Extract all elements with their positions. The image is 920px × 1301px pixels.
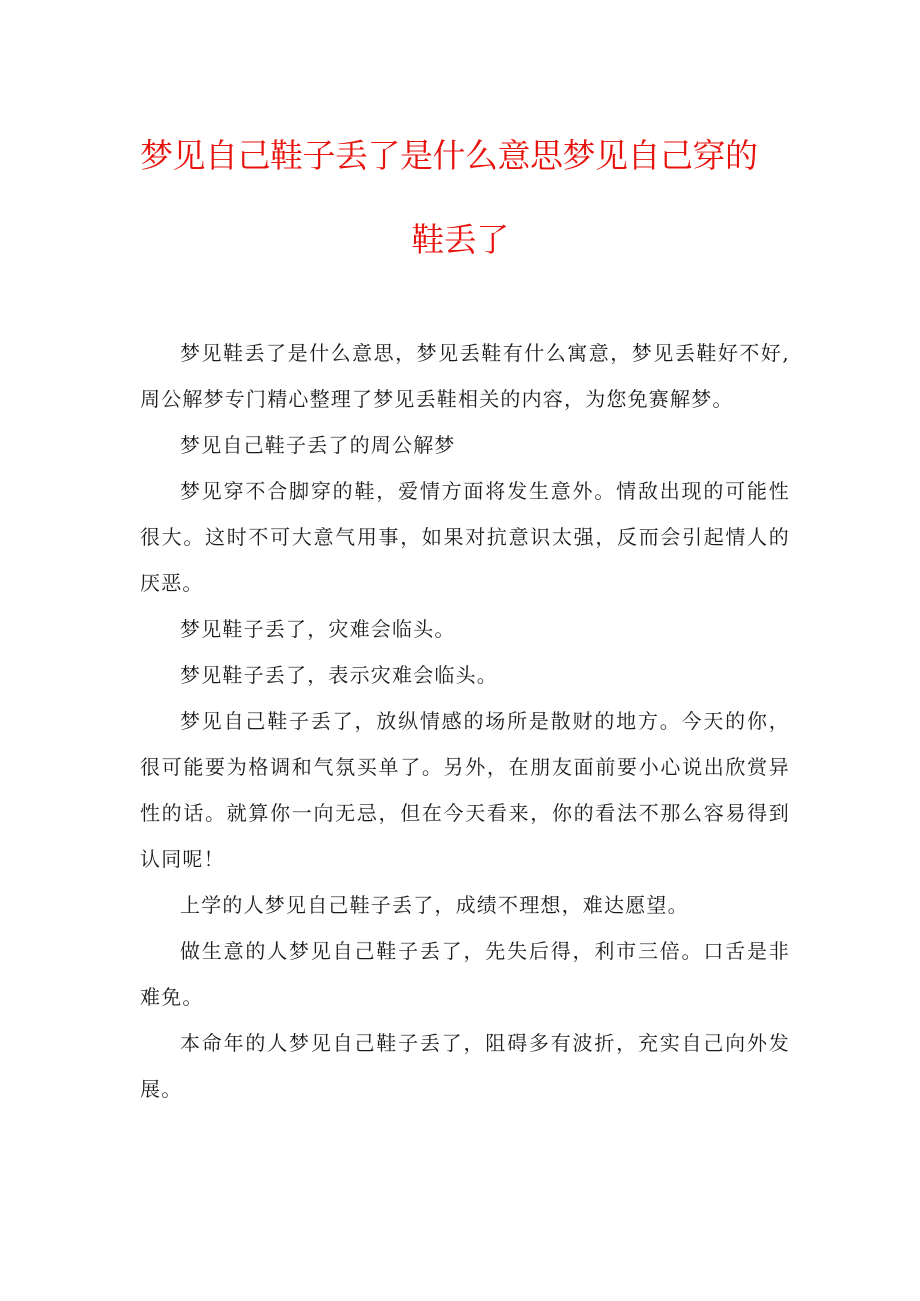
page-title-line-1: 梦见自己鞋子丢了是什么意思梦见自己穿的: [140, 136, 758, 175]
paragraph-section-heading: 梦见自己鞋子丢了的周公解梦: [180, 433, 456, 457]
paragraph-intro: 梦见鞋丢了是什么意思，梦见丢鞋有什么寓意，梦见丢鞋好不好,周公解梦专门精心整理了梦见丢鞋相关的内容，为您免赛解梦。: [140, 341, 790, 411]
paragraph: 梦见鞋子丢了，表示灾难会临头。: [180, 663, 498, 687]
paragraph: 做生意的人梦见自己鞋子丢了，先失后得，利市三倍。口舌是非难免。: [140, 939, 790, 1009]
paragraph: 梦见自己鞋子丢了，放纵情感的场所是散财的地方。今天的你，很可能要为格调和气氛买单了。另外，在朋友面前要小心说出欣赏异性的话。就算你一向无忌，但在今天看来，你的看法不那么容易得到认同呢！: [140, 709, 790, 871]
paragraph: 上学的人梦见自己鞋子丢了，成绩不理想，难达愿望。: [180, 893, 689, 917]
page-title-line-2: 鞋丢了: [411, 220, 509, 259]
paragraph: 梦见穿不合脚穿的鞋，爱情方面将发生意外。情敌出现的可能性很大。这时不可大意气用事，如果对抗意识太强，反而会引起情人的厌恶。: [140, 479, 790, 595]
article-body: [140, 330, 790, 1112]
paragraph: 本命年的人梦见自己鞋子丢了，阻碍多有波折，充实自己向外发展。: [140, 1031, 790, 1101]
paragraph: 梦见鞋子丢了，灾难会临头。: [180, 617, 456, 641]
